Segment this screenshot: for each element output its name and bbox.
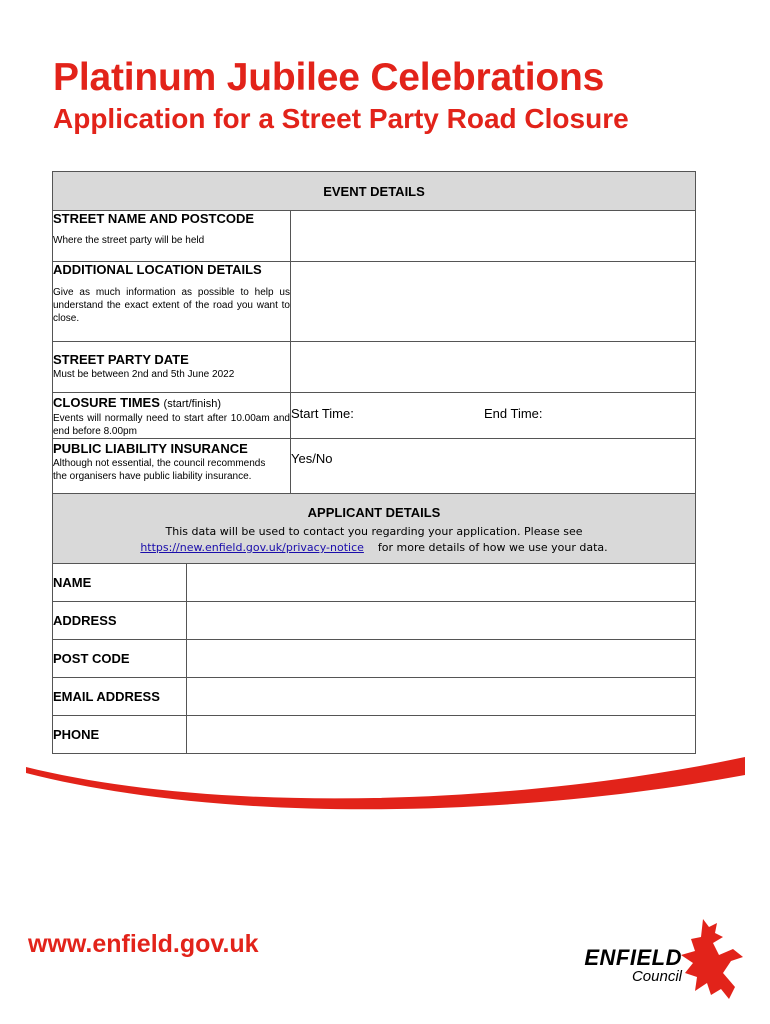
party-date-field[interactable] bbox=[291, 342, 696, 393]
name-field[interactable] bbox=[187, 564, 696, 602]
email-address-label: EMAIL ADDRESS bbox=[53, 678, 187, 716]
privacy-notice-line1: This data will be used to contact you regarding your application. Please see bbox=[165, 525, 583, 538]
swoosh-shape bbox=[26, 757, 745, 809]
enfield-dragon-icon bbox=[673, 915, 745, 1003]
logo-name: ENFIELD bbox=[584, 945, 682, 970]
end-time-label: End Time: bbox=[484, 406, 543, 421]
closure-times-field[interactable] bbox=[291, 393, 696, 439]
post-code-label: POST CODE bbox=[53, 640, 187, 678]
street-name-label: STREET NAME AND POSTCODE bbox=[53, 211, 255, 226]
dragon-shape bbox=[681, 919, 743, 999]
additional-location-field[interactable] bbox=[291, 262, 696, 342]
application-form bbox=[52, 171, 696, 754]
party-date-label: STREET PARTY DATE bbox=[53, 352, 189, 367]
party-date-label-cell bbox=[53, 342, 291, 393]
party-date-desc: Must be between 2nd and 5th June 2022 bbox=[53, 369, 235, 380]
start-time-label: Start Time: bbox=[291, 406, 354, 421]
page-title: Platinum Jubilee Celebrations bbox=[53, 56, 605, 99]
event-details-heading bbox=[53, 172, 696, 211]
logo-sub: Council bbox=[631, 968, 682, 985]
footer-website-link[interactable]: www.enfield.gov.uk bbox=[28, 930, 259, 958]
insurance-label-cell bbox=[53, 439, 291, 494]
page-subtitle: Application for a Street Party Road Closure bbox=[53, 103, 629, 134]
applicant-details-heading bbox=[53, 494, 696, 564]
additional-location-desc: Give as much information as possible to help us understand the exact extent of the road you want to close. bbox=[53, 287, 290, 324]
enfield-logo-text bbox=[568, 947, 682, 985]
closure-times-label-small: (start/finish) bbox=[163, 398, 221, 410]
privacy-notice-link[interactable]: https://new.enfield.gov.uk/privacy-notice bbox=[140, 541, 364, 554]
post-code-field[interactable] bbox=[187, 640, 696, 678]
street-name-label-cell bbox=[53, 211, 291, 262]
insurance-desc: Although not essential, the council recommends the organisers have public liability insurance. bbox=[53, 458, 266, 482]
closure-times-desc: Events will normally need to start after 10.00am and end before 8.00pm bbox=[53, 413, 290, 437]
email-address-field[interactable] bbox=[187, 678, 696, 716]
applicant-details-heading-text: APPLICANT DETAILS bbox=[307, 505, 441, 520]
street-name-desc: Where the street party will be held bbox=[53, 235, 205, 246]
privacy-notice-line2: for more details of how we use your data. bbox=[377, 541, 608, 554]
red-swoosh-decoration bbox=[0, 745, 770, 825]
name-label: NAME bbox=[53, 564, 187, 602]
event-details-heading-text: EVENT DETAILS bbox=[323, 183, 425, 199]
address-label: ADDRESS bbox=[53, 602, 187, 640]
additional-location-label: ADDITIONAL LOCATION DETAILS bbox=[53, 262, 262, 277]
insurance-field[interactable]: Yes/No bbox=[291, 439, 696, 494]
phone-label: PHONE bbox=[53, 716, 187, 754]
address-field[interactable] bbox=[187, 602, 696, 640]
insurance-label: PUBLIC LIABILITY INSURANCE bbox=[53, 441, 248, 456]
closure-times-label-cell bbox=[53, 393, 291, 439]
closure-times-label: CLOSURE TIMES bbox=[53, 395, 160, 410]
privacy-notice bbox=[53, 524, 695, 556]
street-name-field[interactable] bbox=[291, 211, 696, 262]
closure-times-label-wrap bbox=[53, 395, 290, 412]
additional-location-label-cell bbox=[53, 262, 291, 342]
